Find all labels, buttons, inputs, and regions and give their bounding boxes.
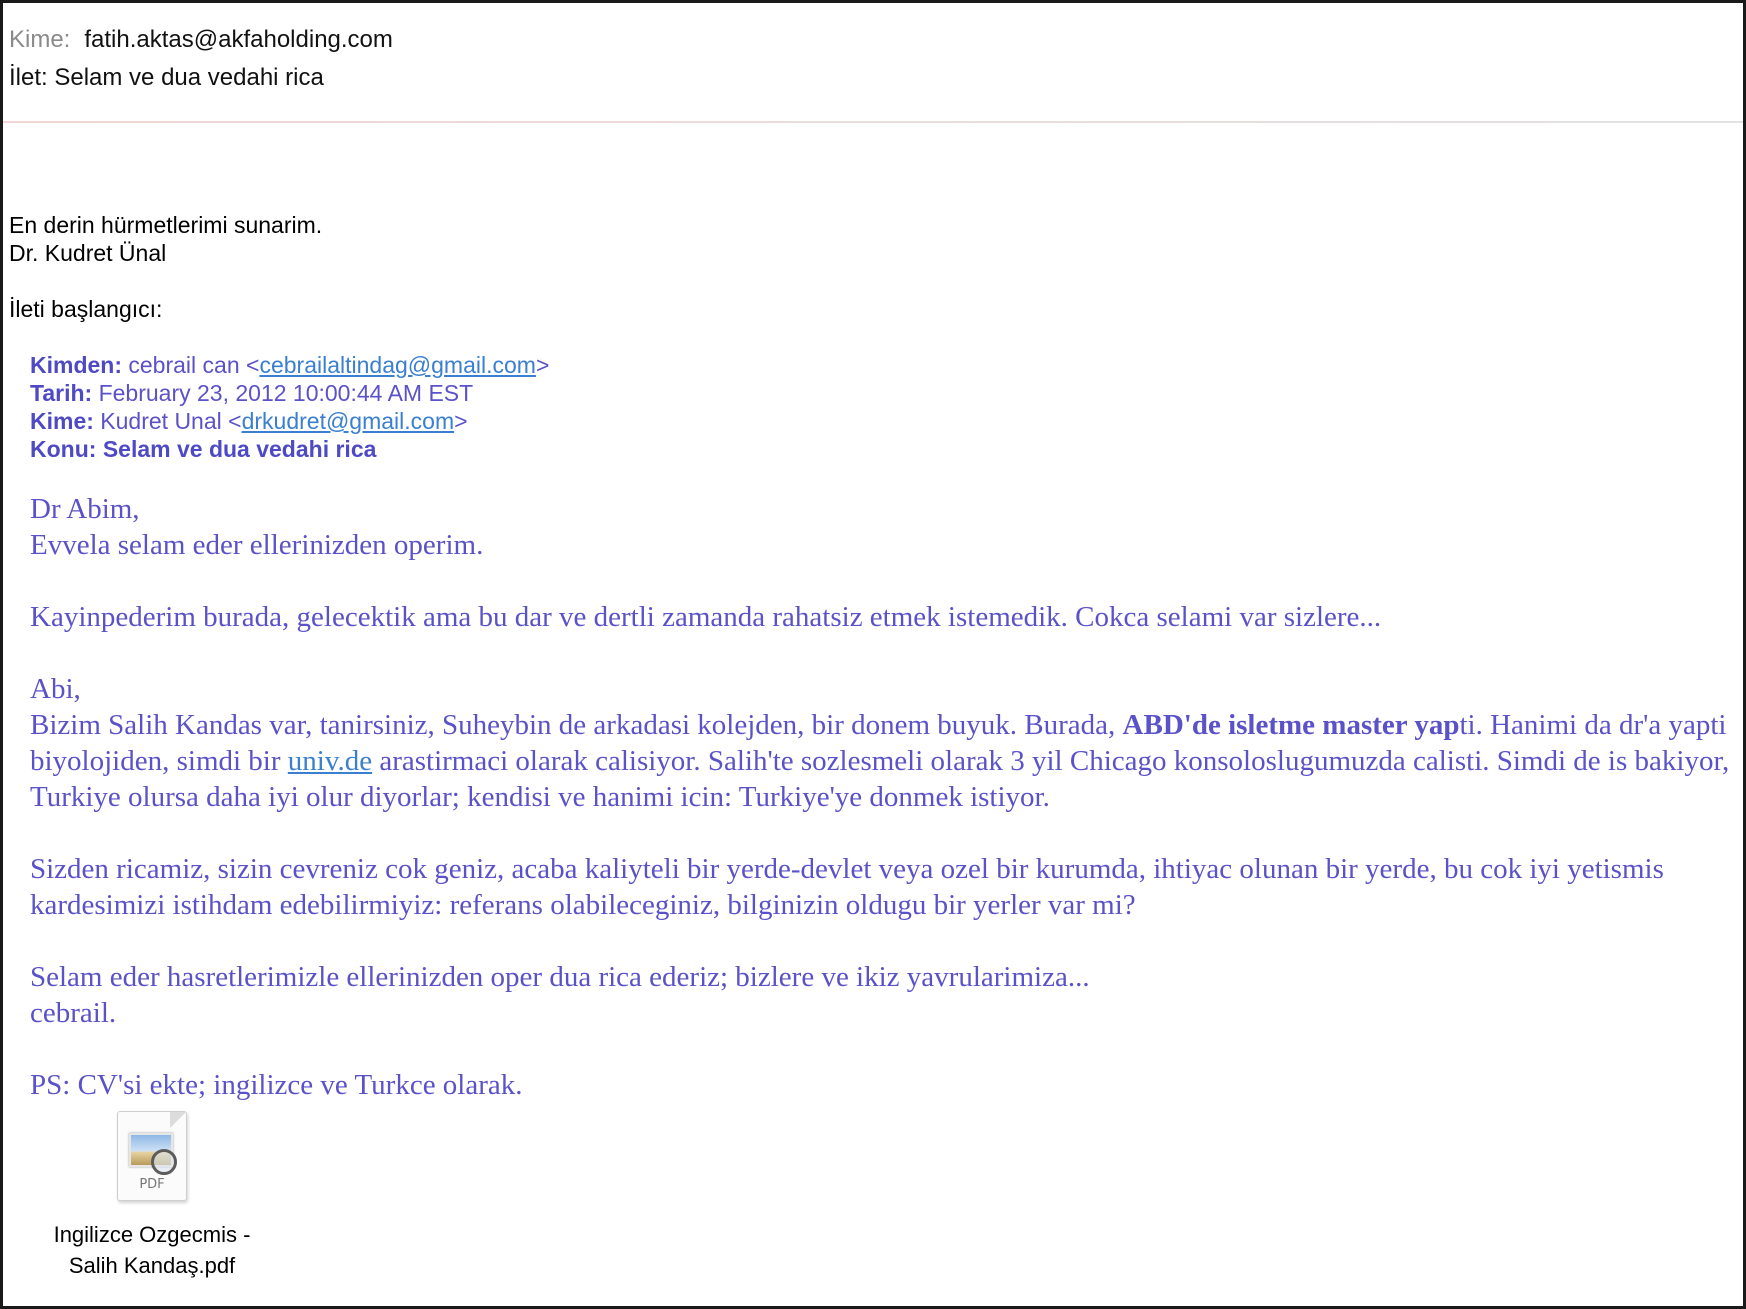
signature-greeting: En derin hürmetlerimi sunarim. bbox=[9, 212, 323, 238]
magnifier-icon bbox=[151, 1149, 177, 1175]
pdf-type-label: PDF bbox=[139, 1177, 165, 1192]
body-postscript: PS: CV'si ekte; ingilizce ve Turkce olarak. bbox=[30, 1069, 523, 1101]
to-address[interactable]: fatih.aktas@akfaholding.com bbox=[84, 26, 393, 53]
body-salutation: Dr Abim, bbox=[30, 493, 140, 525]
forwarded-to-name: Kudret Unal < bbox=[100, 408, 242, 434]
attachment-filename-line-1: Ingilizce Ozgecmis - bbox=[53, 1222, 251, 1247]
forward-intro: İleti başlangıcı: bbox=[9, 296, 163, 322]
body-paragraph-2: Kayinpederim burada, gelecektik ama bu dar ve dertli zamanda rahatsiz etmek istemedik. Cokca selami var sizlere... bbox=[30, 601, 1382, 633]
body-paragraph-1 bbox=[30, 491, 1730, 563]
signature-name: Dr. Kudret Ünal bbox=[9, 240, 167, 266]
body-p3-bold: ABD'de isletme master yap bbox=[1122, 709, 1460, 741]
forwarded-date-value: February 23, 2012 10:00:44 AM EST bbox=[98, 380, 474, 406]
to-label: Kime: bbox=[9, 26, 71, 53]
forwarded-to-close: > bbox=[454, 408, 468, 434]
sender-signature bbox=[9, 211, 322, 323]
forwarded-from-label: Kimden: bbox=[30, 352, 122, 378]
forwarded-header bbox=[30, 351, 549, 463]
forwarded-from-row bbox=[30, 351, 549, 379]
forwarded-to-label: Kime: bbox=[30, 408, 94, 434]
forwarded-subject-row bbox=[30, 435, 549, 463]
page-fold-corner bbox=[170, 1112, 186, 1128]
forwarded-from-name: cebrail can < bbox=[128, 352, 260, 378]
body-paragraph-5 bbox=[30, 959, 1730, 1031]
body-paragraph-3 bbox=[30, 671, 1730, 815]
body-sender-name: cebrail. bbox=[30, 997, 117, 1029]
forwarded-subject-label: Konu: bbox=[30, 436, 97, 462]
body-p3-text-c: arastirmaci olarak calisiyor. Salih'te sozlesmeli olarak 3 yil Chicago konsoloslugumuzda calisti. Simdi de is bakiyor, Turkiye olursa daha iyi olur diyorlar; kendisi ve hanimi icin: Turkiye'ye donmek istiyor. bbox=[30, 745, 1730, 813]
attachment-filename[interactable] bbox=[33, 1219, 271, 1281]
header-divider bbox=[3, 121, 1743, 123]
forwarded-to-email-link[interactable]: drkudret@gmail.com bbox=[241, 408, 455, 434]
forwarded-from-close: > bbox=[535, 352, 550, 378]
attachment[interactable] bbox=[33, 1111, 271, 1281]
body-paragraph-4: Sizden ricamiz, sizin cevreniz cok geniz, acaba kaliyteli bir yerde-devlet veya ozel bir kurumda, ihtiyac olunan bir yerde, bu cok iyi yetismis kardesimizi istihdam edebilirmiyiz: referans olabileceginiz, bilginizin oldugu bir yerler var mi? bbox=[30, 853, 1664, 921]
message-body bbox=[30, 491, 1730, 1139]
body-greeting: Evvela selam eder ellerinizden operim. bbox=[30, 529, 484, 561]
to-row bbox=[9, 21, 393, 59]
body-p3-text-b: ti. Hanimi da dr'a yapti biyolojiden, simdi bir bbox=[30, 709, 1727, 777]
forwarded-date-row bbox=[30, 379, 549, 407]
forwarded-date-label: Tarih: bbox=[30, 380, 93, 406]
body-closing: Selam eder hasretlerimizle ellerinizden oper dua rica ederiz; bizlere ve ikiz yavrularimiza... bbox=[30, 961, 1090, 993]
forwarded-to-row bbox=[30, 407, 549, 435]
subject-line: İlet: Selam ve dua vedahi rica bbox=[9, 64, 324, 91]
forwarded-from-email-link[interactable]: cebrailaltindag@gmail.com bbox=[259, 352, 536, 378]
body-univ-link[interactable]: univ.de bbox=[287, 745, 373, 777]
forwarded-subject-value: Selam ve dua vedahi rica bbox=[102, 436, 377, 462]
body-abi: Abi, bbox=[30, 673, 81, 705]
pdf-file-icon[interactable] bbox=[117, 1111, 187, 1201]
body-p3-text-a: Bizim Salih Kandas var, tanirsiniz, Suheybin de arkadasi kolejden, bir donem buyuk. Burada, bbox=[30, 709, 1116, 741]
message-header bbox=[9, 21, 393, 97]
attachment-filename-line-2: Salih Kandaş.pdf bbox=[68, 1253, 236, 1278]
